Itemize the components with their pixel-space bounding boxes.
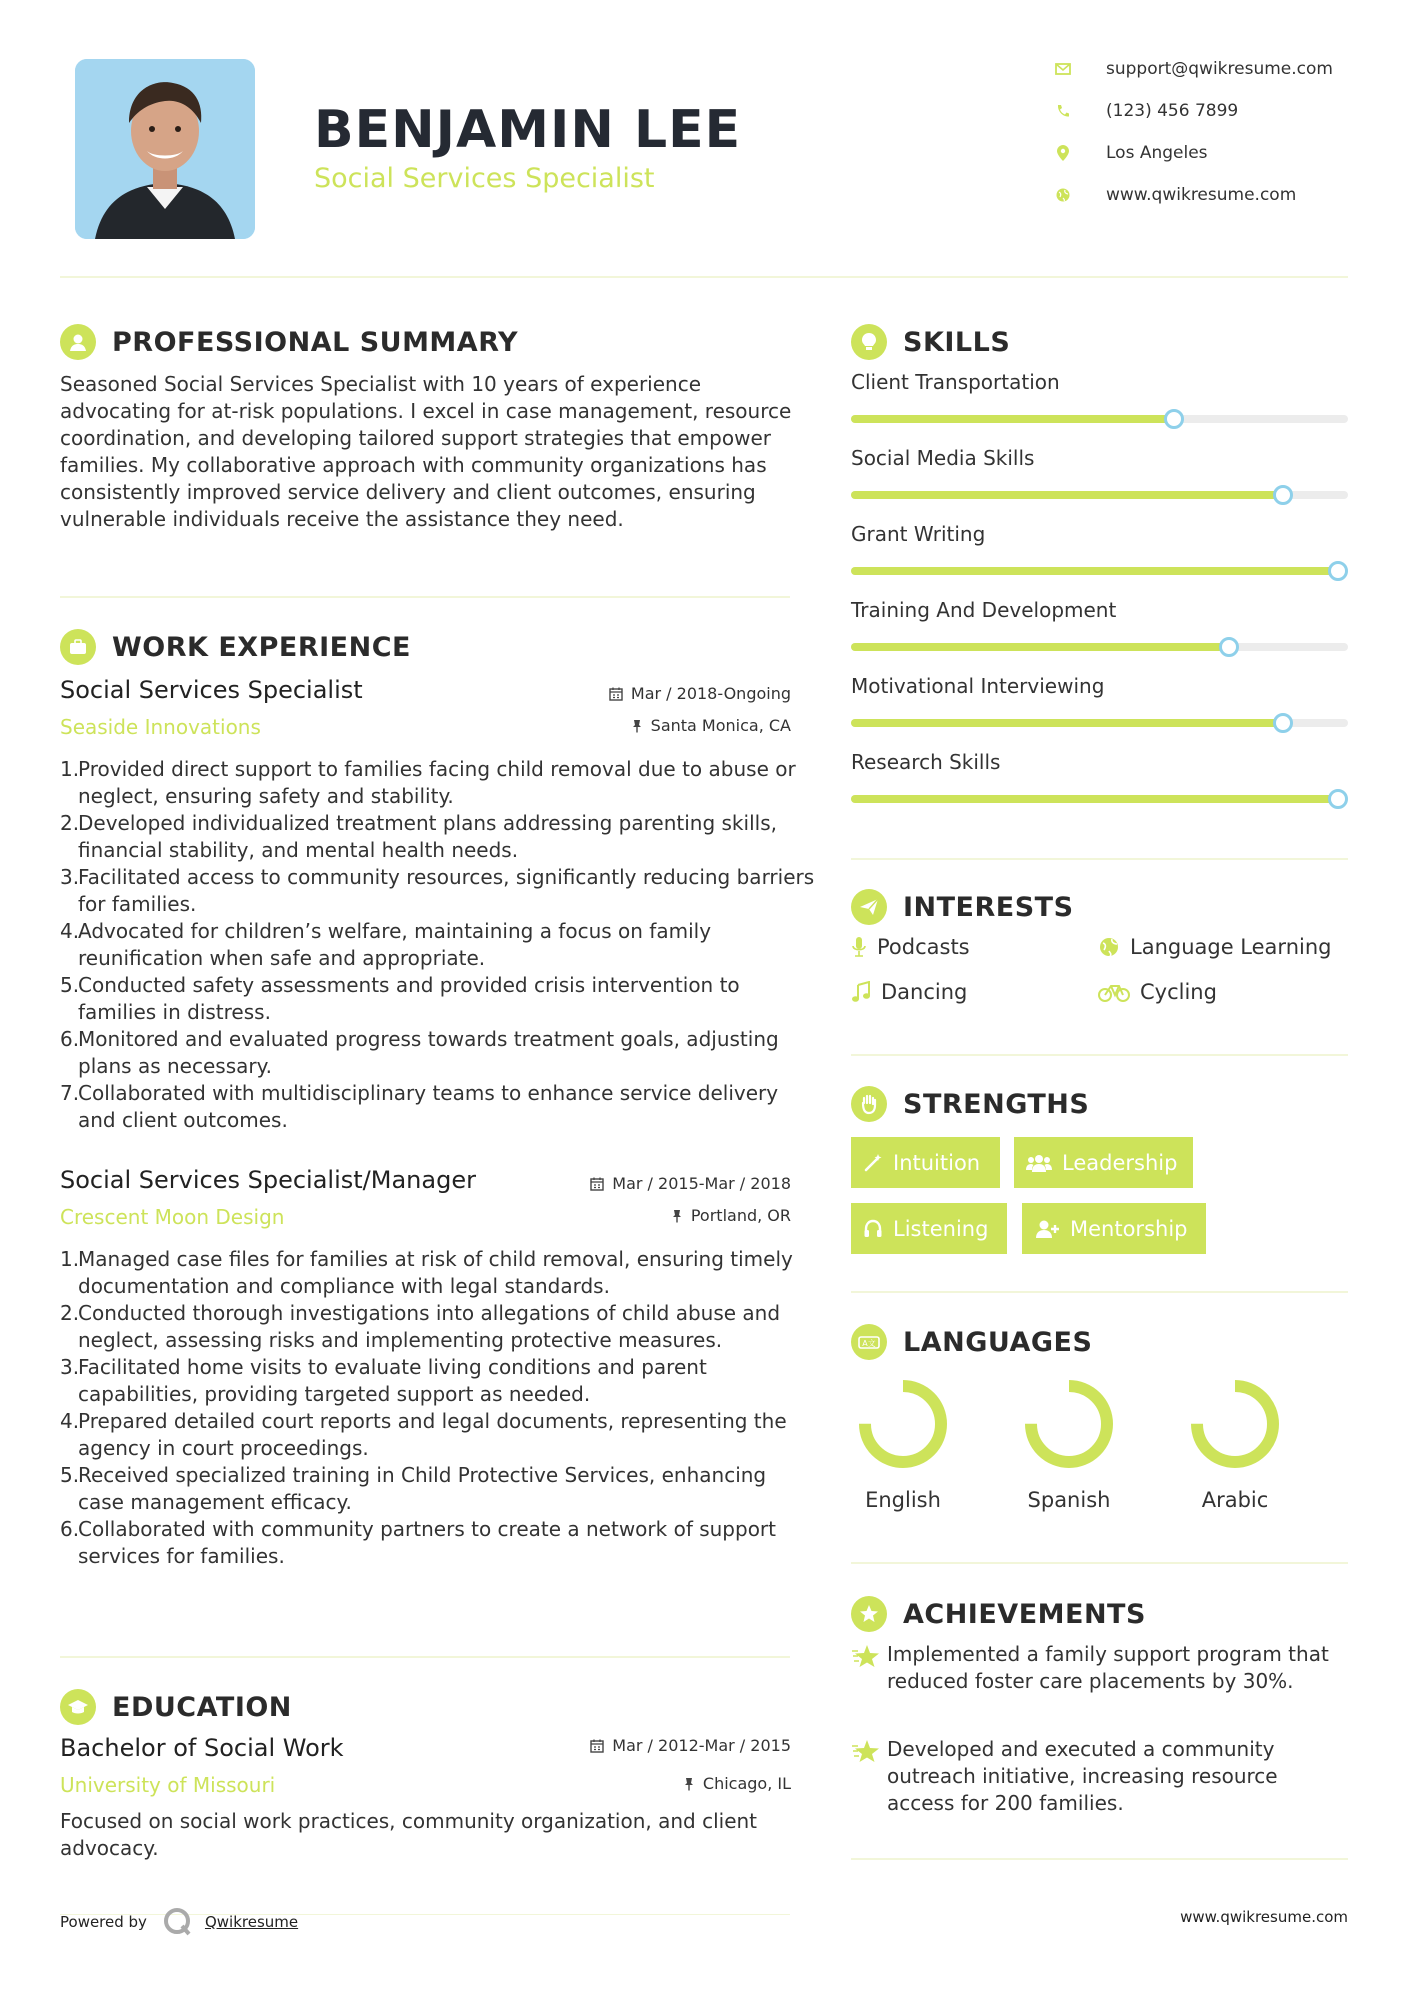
contact-phone[interactable] <box>1052 96 1382 126</box>
interests-title: INTERESTS <box>903 891 1074 923</box>
skill-label: Motivational Interviewing <box>851 674 1105 698</box>
globe-icon <box>1052 184 1074 206</box>
interest-item <box>851 980 967 1004</box>
language-label: English <box>865 1488 941 1512</box>
summary-title: PROFESSIONAL SUMMARY <box>112 326 519 358</box>
achievement-text: Implemented a family support program that reduced foster care placements by 30%. <box>887 1642 1329 1693</box>
language-ring-arc <box>865 1386 941 1462</box>
hand-icon <box>851 1086 887 1122</box>
magic-wand-icon <box>863 1153 883 1173</box>
skill-bar <box>851 643 1348 651</box>
skills-title: SKILLS <box>903 326 1011 358</box>
paper-plane-icon <box>851 889 887 925</box>
footer-website[interactable]: www.qwikresume.com <box>1180 1908 1348 1926</box>
achievements-divider <box>851 1858 1348 1860</box>
strength-label: Leadership <box>1062 1150 1178 1175</box>
skill-bar-fill <box>851 643 1229 651</box>
lightbulb-icon <box>851 324 887 360</box>
languages-heading <box>851 1322 1092 1362</box>
phone-icon <box>1052 100 1074 122</box>
language-item <box>1009 1374 1129 1512</box>
education-description: Focused on social work practices, community organization, and client advocacy. <box>60 1809 758 1860</box>
headphones-icon <box>863 1219 883 1239</box>
job-2-duty: Facilitated home visits to evaluate living conditions and parent capabilities, providing targeted support as needed. <box>78 1355 707 1406</box>
job-1-duty: Monitored and evaluated progress towards treatment goals, adjusting plans as necessary. <box>78 1027 779 1078</box>
skill-bar <box>851 795 1348 803</box>
mail-icon <box>1052 58 1074 80</box>
skill-label: Social Media Skills <box>851 446 1035 470</box>
pushpin-icon <box>683 1777 695 1791</box>
job-2-duty: Conducted thorough investigations into allegations of child abuse and neglect, assessing risks and implementing protective measures. <box>78 1301 781 1352</box>
user-icon <box>60 324 96 360</box>
skill-bar <box>851 719 1348 727</box>
briefcase-icon <box>60 629 96 665</box>
profile-photo <box>75 59 255 239</box>
job-2-location-text: Portland, OR <box>690 1206 791 1225</box>
skill-bar <box>851 491 1348 499</box>
strength-tag <box>851 1203 1007 1254</box>
achievements-heading <box>851 1594 1146 1634</box>
profile-photo-illustration <box>75 59 255 239</box>
achievements-title: ACHIEVEMENTS <box>903 1598 1146 1630</box>
job-1-duty: Collaborated with multidisciplinary teams to enhance service delivery and client outcomes. <box>78 1081 779 1132</box>
language-icon <box>851 1324 887 1360</box>
contact-phone-text: (123) 456 7899 <box>1106 101 1239 121</box>
user-plus-icon <box>1034 1219 1060 1239</box>
achievement-text: Developed and executed a community outreach initiative, increasing resource access for 200 families. <box>887 1737 1278 1815</box>
interests-heading <box>851 887 1074 927</box>
job-2-title: Social Services Specialist/Manager <box>60 1166 476 1194</box>
job-1-company: Seaside Innovations <box>60 715 261 739</box>
contact-website[interactable] <box>1052 180 1382 210</box>
graduation-cap-icon <box>60 1689 96 1725</box>
contact-email[interactable] <box>1052 54 1382 84</box>
language-ring <box>1185 1374 1285 1474</box>
language-label: Arabic <box>1201 1488 1269 1512</box>
job-2-company: Crescent Moon Design <box>60 1205 285 1229</box>
language-item <box>843 1374 963 1512</box>
calendar-icon <box>590 1739 604 1753</box>
achievement-item <box>851 1641 1331 1695</box>
job-2-date-text: Mar / 2015-Mar / 2018 <box>612 1174 791 1193</box>
education-title: EDUCATION <box>112 1691 292 1723</box>
skill-bar-fill <box>851 795 1338 803</box>
microphone-icon <box>851 936 867 958</box>
interests-divider <box>851 1054 1348 1056</box>
bicycle-icon <box>1098 981 1130 1003</box>
interest-label: Podcasts <box>877 935 970 959</box>
language-item <box>1175 1374 1295 1512</box>
globe-icon <box>1098 936 1120 958</box>
summary-text: Seasoned Social Services Specialist with 10 years of experience advocating for at-risk populations. I excel in case management, resource coordination, and developing tailored support strategies that empower families. My collaborative approach with community organizations has consistently improved service delivery and client outcomes, ensuring vulnerable individuals receive the assistance they need. <box>60 372 792 531</box>
interest-item <box>851 935 970 959</box>
job-1-duty: Advocated for children’s welfare, maintaining a focus on family reunification when safe and appropriate. <box>78 919 712 970</box>
skill-bar-knob <box>1328 561 1348 581</box>
strength-label: Intuition <box>893 1150 981 1175</box>
footer-powered-label: Powered by <box>60 1913 147 1931</box>
language-ring <box>1019 1374 1119 1474</box>
job-1-date-text: Mar / 2018-Ongoing <box>630 684 791 703</box>
job-1-duty: Conducted safety assessments and provided crisis intervention to families in distress. <box>78 973 740 1024</box>
strengths-divider <box>851 1291 1348 1293</box>
experience-heading <box>60 627 411 667</box>
contact-location <box>1052 138 1382 168</box>
skills-divider <box>851 858 1348 860</box>
achievement-item <box>851 1736 1331 1817</box>
pushpin-icon <box>671 1209 683 1223</box>
job-1-date <box>520 684 791 703</box>
job-2-duty: Collaborated with community partners to create a network of support services for families. <box>78 1517 776 1568</box>
education-date-text: Mar / 2012-Mar / 2015 <box>612 1736 791 1755</box>
strength-tag <box>1022 1203 1206 1254</box>
header-divider <box>60 276 1348 278</box>
skill-bar-fill <box>851 567 1338 575</box>
skill-bar-knob <box>1164 409 1184 429</box>
music-note-icon <box>851 981 871 1003</box>
skill-bar-fill <box>851 719 1283 727</box>
svg-text:A文: A文 <box>862 1339 876 1348</box>
skill-label: Client Transportation <box>851 370 1060 394</box>
language-ring-arc <box>1197 1386 1273 1462</box>
languages-divider <box>851 1562 1348 1564</box>
job-1-duty: Provided direct support to families facing child removal due to abuse or neglect, ensuring safety and stability. <box>78 757 796 808</box>
job-1-location-text: Santa Monica, CA <box>650 716 791 735</box>
skill-label: Research Skills <box>851 750 1001 774</box>
skill-bar-knob <box>1273 713 1293 733</box>
skill-bar <box>851 415 1348 423</box>
interest-item <box>1098 935 1331 959</box>
qwikresume-logo-icon <box>161 1905 195 1939</box>
strength-tag <box>851 1137 1000 1188</box>
language-label: Spanish <box>1027 1488 1111 1512</box>
contact-email-text: support@qwikresume.com <box>1106 59 1333 79</box>
job-2-location <box>520 1206 791 1225</box>
summary-heading <box>60 322 518 362</box>
skill-label: Grant Writing <box>851 522 986 546</box>
candidate-name: BENJAMIN LEE <box>314 100 742 160</box>
job-1-duty: Developed individualized treatment plans addressing parenting skills, financial stability, and mental health needs. <box>78 811 777 862</box>
education-location <box>520 1774 791 1793</box>
star-icon <box>851 1641 887 1695</box>
job-2-duties <box>60 1246 818 1570</box>
education-date <box>520 1736 791 1755</box>
skill-bar-knob <box>1219 637 1239 657</box>
skill-bar-fill <box>851 491 1283 499</box>
job-2-duty: Received specialized training in Child Protective Services, enhancing case management efficacy. <box>78 1463 767 1514</box>
interest-label: Dancing <box>881 980 968 1004</box>
strengths-heading <box>851 1084 1089 1124</box>
job-2-duty: Managed case files for families at risk of child removal, ensuring timely documentation and compliance with legal standards. <box>78 1247 793 1298</box>
interest-label: Language Learning <box>1130 935 1332 959</box>
job-1-duties <box>60 756 818 1134</box>
interest-label: Cycling <box>1140 980 1217 1004</box>
interest-item <box>1098 980 1217 1004</box>
education-location-text: Chicago, IL <box>702 1774 791 1793</box>
language-ring <box>853 1374 953 1474</box>
experience-title: WORK EXPERIENCE <box>112 631 411 663</box>
candidate-role: Social Services Specialist <box>314 163 655 194</box>
job-1-title: Social Services Specialist <box>60 676 363 704</box>
strength-label: Mentorship <box>1070 1216 1188 1241</box>
footer-brand-link[interactable]: Qwikresume <box>204 1913 299 1931</box>
summary-divider <box>60 596 790 598</box>
pushpin-icon <box>631 719 643 733</box>
strengths-title: STRENGTHS <box>903 1088 1090 1120</box>
trophy-star-icon <box>851 1596 887 1632</box>
strength-tag <box>1014 1137 1193 1188</box>
strength-label: Listening <box>893 1216 989 1241</box>
skill-bar-knob <box>1328 789 1348 809</box>
users-icon <box>1026 1153 1052 1173</box>
skill-bar-knob <box>1273 485 1293 505</box>
contact-location-text: Los Angeles <box>1106 143 1208 163</box>
job-1-duty: Facilitated access to community resources, significantly reducing barriers for families. <box>78 865 815 916</box>
job-1-location <box>520 716 791 735</box>
footer-powered <box>60 1905 298 1939</box>
language-ring-arc <box>1031 1386 1107 1462</box>
experience-divider <box>60 1656 790 1658</box>
contact-website-text: www.qwikresume.com <box>1106 185 1297 205</box>
job-2-duty: Prepared detailed court reports and legal documents, representing the agency in court proceedings. <box>78 1409 787 1460</box>
calendar-icon <box>590 1177 604 1191</box>
skill-label: Training And Development <box>851 598 1117 622</box>
calendar-icon <box>609 687 623 701</box>
skill-bar-fill <box>851 415 1174 423</box>
star-icon <box>851 1736 887 1817</box>
job-2-date <box>520 1174 791 1193</box>
location-pin-icon <box>1052 142 1074 164</box>
skills-heading <box>851 322 1010 362</box>
education-degree: Bachelor of Social Work <box>60 1734 344 1762</box>
education-school: University of Missouri <box>60 1773 276 1797</box>
languages-title: LANGUAGES <box>903 1326 1093 1358</box>
education-heading <box>60 1687 292 1727</box>
skill-bar <box>851 567 1348 575</box>
